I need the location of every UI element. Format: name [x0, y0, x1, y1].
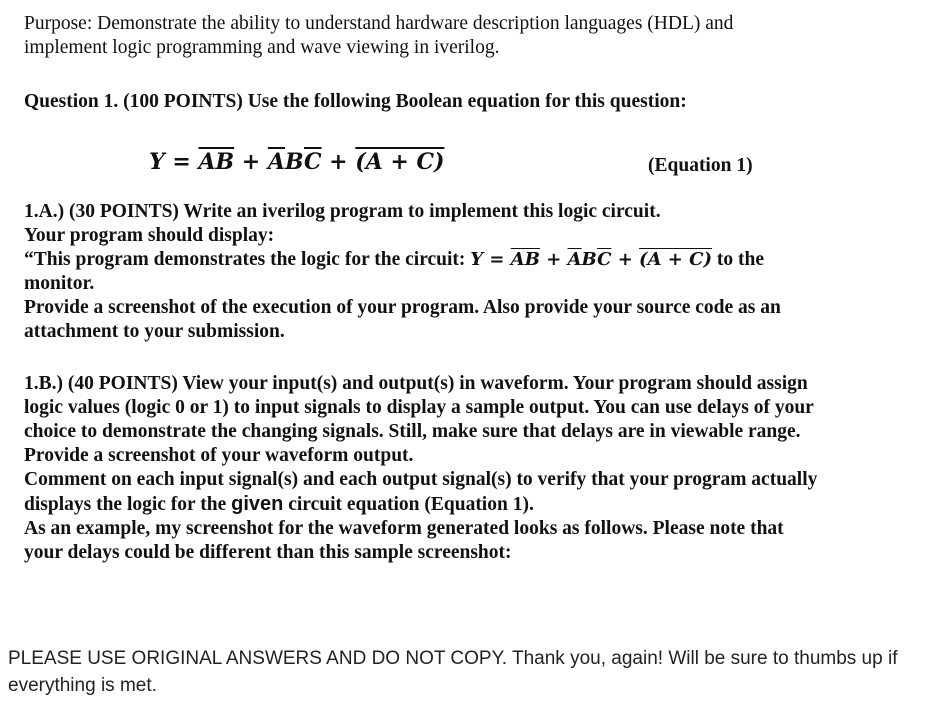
section-1a-line-1: 1.A.) (30 POINTS) Write an iverilog program to implement this logic circuit. — [24, 201, 661, 222]
boolean-equation — [149, 147, 444, 177]
equation-term-2-a: $\overline{A}$ — [267, 149, 285, 175]
given-word: given — [231, 493, 284, 515]
equation-term-1: $\overline{AB}$ — [198, 149, 235, 175]
footer-line-2: everything is met. — [8, 675, 157, 696]
section-1b-line-5: Comment on each input signal(s) and each output signal(s) to verify that your program actually — [24, 469, 818, 490]
equation-plus-2: + — [321, 149, 356, 175]
section-1a-line-5: Provide a screenshot of the execution of your program. Also provide your source code as an — [24, 297, 781, 318]
equation-lhs: Y = — [149, 149, 199, 175]
display-text-prefix: “This program demonstrates the logic for the circuit: — [24, 249, 471, 270]
purpose-line-2: implement logic programming and wave viewing in iverilog. — [24, 37, 500, 58]
inline-equation-term-1: $\overline{AB}$ — [510, 249, 540, 270]
equation-term-2-b: B — [284, 149, 304, 175]
section-1a-line-3 — [24, 248, 781, 272]
purpose-line-1: Purpose: Demonstrate the ability to understand hardware description languages (HDL) and — [24, 13, 734, 34]
section-1b-line-4: Provide a screenshot of your waveform output. — [24, 445, 414, 466]
section-1b-line-6 — [24, 492, 817, 517]
assignment-document — [24, 12, 924, 563]
section-1a — [24, 200, 781, 344]
inline-equation-plus-1: + — [539, 249, 568, 270]
footer-note — [8, 645, 928, 699]
inline-equation-term-3: (A + C) — [639, 249, 712, 270]
inline-equation — [470, 249, 712, 270]
section-1b-line-2: logic values (logic 0 or 1) to input signals to display a sample output. You can use delays of your — [24, 397, 814, 418]
section-1b-line-3: choice to demonstrate the changing signals. Still, make sure that delays are in viewable range. — [24, 421, 801, 442]
question-heading: Question 1. (100 POINTS) Use the following Boolean equation for this question: — [24, 91, 687, 112]
section-1a-line-6: attachment to your submission. — [24, 321, 285, 342]
section-1a-line-2: Your program should display: — [24, 225, 275, 246]
display-text-suffix: to the — [712, 249, 764, 270]
equation-term-2-c: $\overline{C}$ — [304, 149, 322, 175]
section-1b-line-6-prefix: displays the logic for the — [24, 494, 232, 515]
equation-label: (Equation 1) — [648, 155, 753, 176]
inline-equation-term-2-c: $\overline{C}$ — [597, 249, 612, 270]
section-1b-line-8: your delays could be different than this sample screenshot: — [24, 542, 512, 563]
purpose-paragraph — [24, 12, 924, 60]
equation-plus-1: + — [234, 149, 268, 175]
equation-block — [24, 147, 924, 183]
section-1b — [24, 372, 817, 565]
section-1b-line-7: As an example, my screenshot for the waveform generated looks as follows. Please note that — [24, 518, 784, 539]
section-1b-line-6-suffix: circuit equation (Equation 1). — [283, 494, 534, 515]
inline-equation-lhs: Y = — [470, 249, 511, 270]
footer-line-1: PLEASE USE ORIGINAL ANSWERS AND DO NOT COPY. Thank you, again! Will be sure to thumbs up if — [8, 648, 898, 669]
section-1a-line-4: monitor. — [24, 273, 95, 294]
section-1b-line-1: 1.B.) (40 POINTS) View your input(s) and output(s) in waveform. Your program should assign — [24, 373, 808, 394]
inline-equation-plus-2: + — [611, 249, 640, 270]
inline-equation-term-2-a: $\overline{A}$ — [567, 249, 582, 270]
equation-term-3: (A + C) — [355, 149, 445, 175]
inline-equation-term-2-b: B — [581, 249, 598, 270]
